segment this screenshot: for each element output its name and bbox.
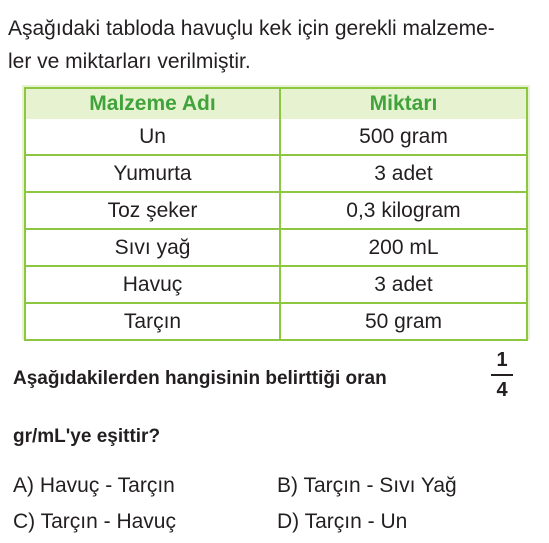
ingredient-name-cell: Tarçın <box>26 304 281 339</box>
ingredient-name-cell: Un <box>26 119 281 156</box>
header-quantity: Miktarı <box>281 89 526 119</box>
quantity-cell: 50 gram <box>281 304 526 339</box>
intro-text <box>8 12 544 78</box>
ingredients-table-container <box>22 85 530 340</box>
quantity-cell: 500 gram <box>281 119 526 156</box>
table-header-row <box>26 89 526 119</box>
ingredient-name-cell: Yumurta <box>26 156 281 193</box>
option-d[interactable]: D) Tarçın - Un <box>277 510 408 533</box>
table-row <box>26 267 526 304</box>
table-row <box>26 119 526 156</box>
header-ingredient-name: Malzeme Adı <box>26 89 281 119</box>
option-b[interactable]: B) Tarçın - Sıvı Yağ <box>277 474 457 497</box>
intro-line-1: Aşağıdaki tabloda havuçlu kek için gerekli malzeme- <box>8 17 495 40</box>
table-row <box>26 156 526 193</box>
table-row <box>26 193 526 230</box>
quantity-cell: 0,3 kilogram <box>281 193 526 230</box>
ingredient-name-cell: Sıvı yağ <box>26 230 281 267</box>
ingredient-name-cell: Havuç <box>26 267 281 304</box>
fraction-bar <box>491 374 513 376</box>
quantity-cell: 200 mL <box>281 230 526 267</box>
ingredient-name-cell: Toz şeker <box>26 193 281 230</box>
option-a[interactable]: A) Havuç - Tarçın <box>13 474 175 497</box>
fraction-denominator: 4 <box>496 379 508 401</box>
ingredients-table <box>24 87 528 341</box>
question-line-2: gr/mL'ye eşittir? <box>13 426 161 447</box>
quantity-cell: 3 adet <box>281 156 526 193</box>
table-row <box>26 230 526 267</box>
quantity-cell: 3 adet <box>281 267 526 304</box>
table-row <box>26 304 526 339</box>
intro-line-2: ler ve miktarları verilmiştir. <box>8 50 251 73</box>
ratio-fraction <box>491 348 513 402</box>
option-c[interactable]: C) Tarçın - Havuç <box>13 510 176 533</box>
question-line-1: Aşağıdakilerden hangisinin belirttiği oran <box>13 368 387 389</box>
fraction-numerator: 1 <box>496 349 508 371</box>
